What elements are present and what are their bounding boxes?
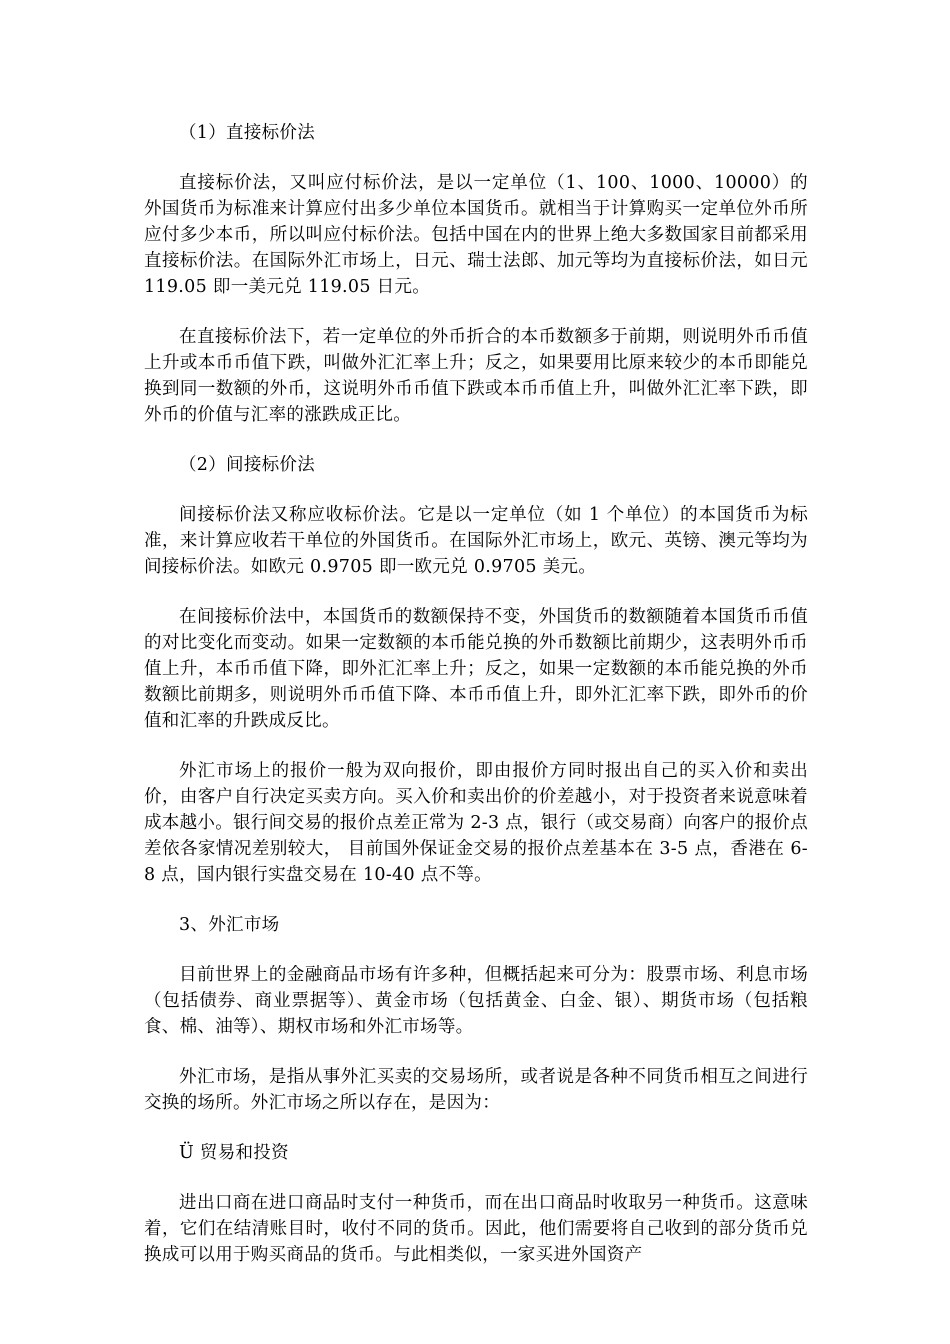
paragraph-financial-markets: 目前世界上的金融商品市场有许多种，但概括起来可分为：股票市场、利息市场（包括债券、商业票据等）、黄金市场（包括黄金、白金、银）、期货市场（包括粮食、棉、油等）、期权市场和外汇市场等。 <box>144 965 808 1037</box>
paragraph-two-way-quote: 外汇市场上的报价一般为双向报价，即由报价方同时报出自己的买入价和卖出价，由客户自行决定买卖方向。买入价和卖出价的价差越小，对于投资者来说意味着成本越小。银行间交易的报价点差正常为 2-3 点，银行（或交易商）向客户的报价点差依各家情况差别较大， 目前国外保证金交易的报价点差基本在 3-5 点，香港在 6-8 点，国内银行实盘交易在 10-40 点不等。 <box>144 761 808 885</box>
bullet-heading-trade-investment: Ü 贸易和投资 <box>179 1143 289 1163</box>
paragraph-fx-market-definition: 外汇市场，是指从事外汇买卖的交易场所，或者说是各种不同货币相互之间进行交换的场所。外汇市场之所以存在，是因为： <box>144 1067 808 1113</box>
paragraph-direct-definition: 直接标价法，又叫应付标价法，是以一定单位（1、100、1000、10000）的外国货币为标准来计算应付出多少单位本国货币。就相当于计算购买一定单位外币所应付多少本币，所以叫应付标价法。包括中国在内的世界上绝大多数国家目前都采用直接标价法。在国际外汇市场上，日元、瑞士法郎、加元等均为直接标价法，如日元 119.05 即一美元兑 119.05 日元。 <box>144 173 808 297</box>
paragraph-trade-investment: 进出口商在进口商品时支付一种货币，而在出口商品时收取另一种货币。这意味着，它们在结清账目时，收付不同的货币。因此，他们需要将自己收到的部分货币兑换成可以用于购买商品的货币。与此相类似，一家买进外国资产 <box>144 1193 808 1265</box>
paragraph-indirect-definition: 间接标价法又称应收标价法。它是以一定单位（如 1 个单位）的本国货币为标准，来计算应收若干单位的外国货币。在国际外汇市场上，欧元、英镑、澳元等均为间接标价法。如欧元 0.9705 即一欧元兑 0.9705 美元。 <box>144 505 808 577</box>
section-heading-indirect-quotation: （2）间接标价法 <box>179 455 316 475</box>
section-heading-direct-quotation: （1）直接标价法 <box>179 123 316 143</box>
paragraph-indirect-explanation: 在间接标价法中，本国货币的数额保持不变，外国货币的数额随着本国货币币值的对比变化而变动。如果一定数额的本币能兑换的外币数额比前期少，这表明外币币值上升，本币币值下降，即外汇汇率上升；反之，如果一定数额的本币能兑换的外币数额比前期多，则说明外币币值下降、本币币值上升，即外汇汇率下跌，即外币的价值和汇率的升跌成反比。 <box>144 607 808 731</box>
paragraph-direct-explanation: 在直接标价法下，若一定单位的外币折合的本币数额多于前期，则说明外币币值上升或本币币值下跌，叫做外汇汇率上升；反之，如果要用比原来较少的本币即能兑换到同一数额的外币，这说明外币币值下跌或本币币值上升，叫做外汇汇率下跌，即外币的价值与汇率的涨跌成正比。 <box>144 327 808 425</box>
document-page <box>144 120 808 1292</box>
section-heading-fx-market: 3、外汇市场 <box>179 915 280 935</box>
